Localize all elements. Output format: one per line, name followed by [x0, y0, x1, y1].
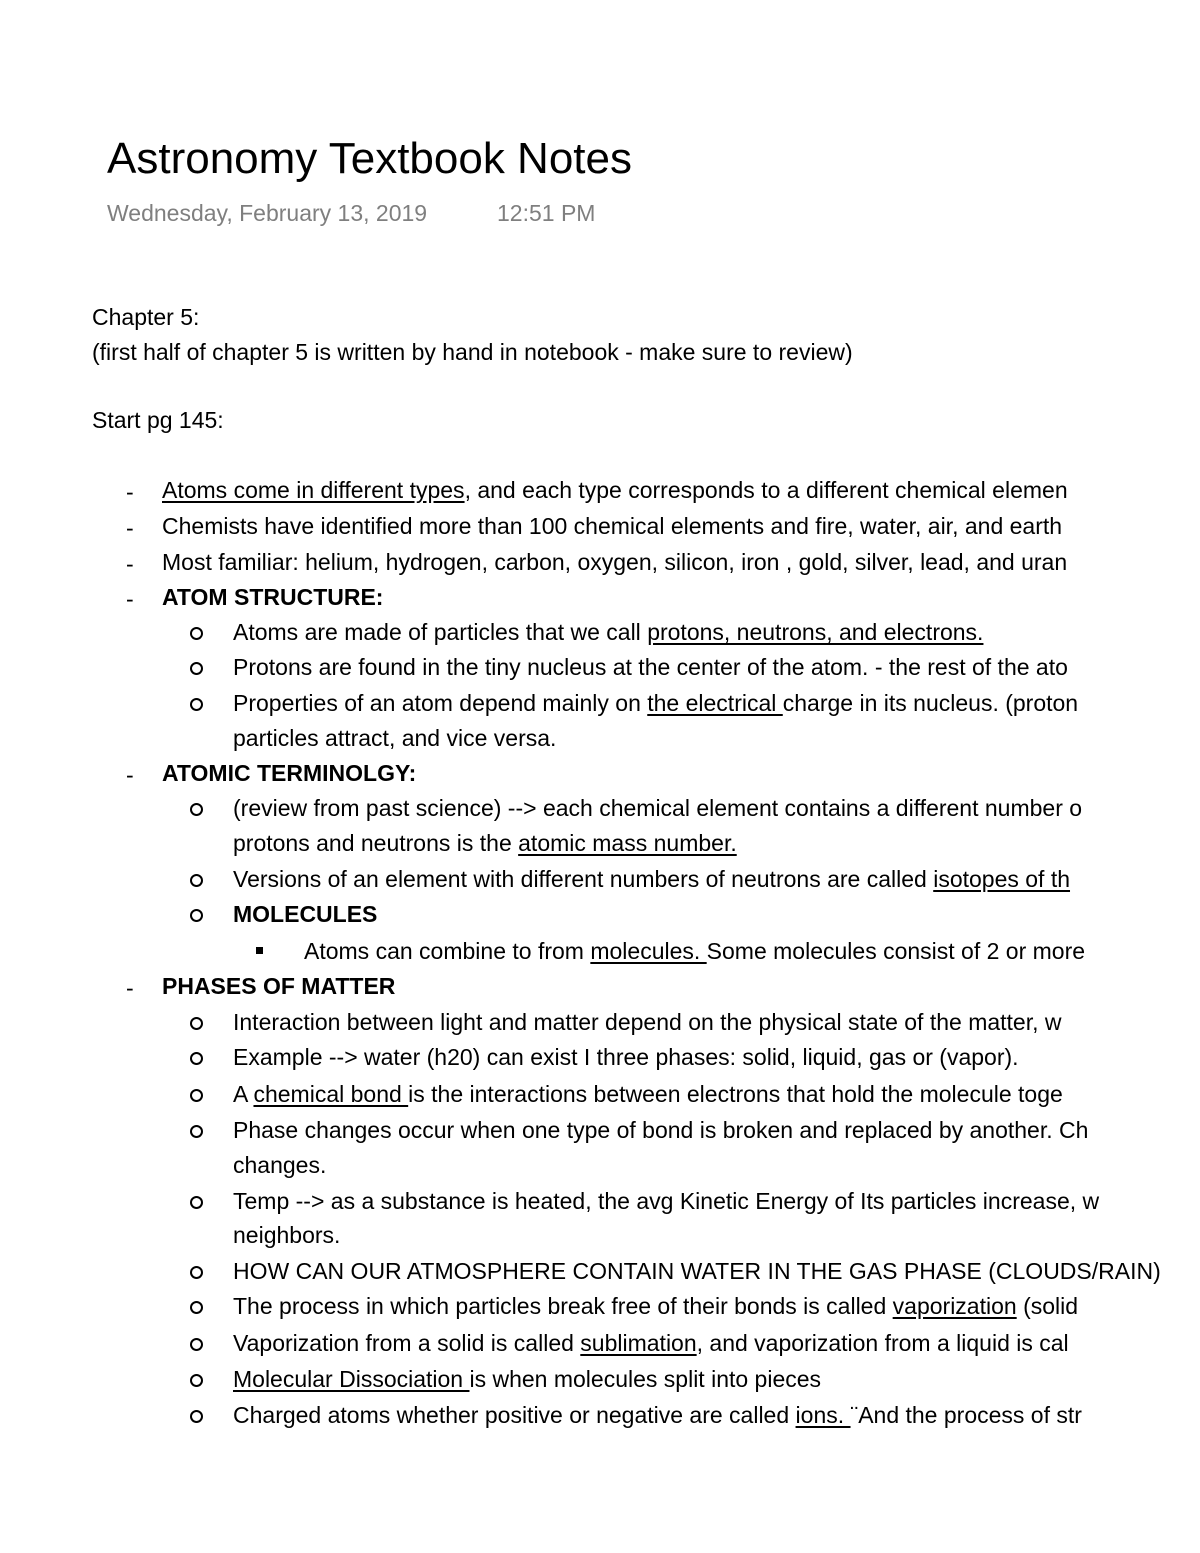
section-heading: ATOM STRUCTURE:: [162, 584, 384, 610]
note-line: Example --> water (h20) can exist I three phases: solid, liquid, gas or (vapor).: [233, 1044, 1019, 1070]
page-time: 12:51 PM: [497, 200, 596, 226]
underlined-text: isotopes of th: [933, 866, 1071, 892]
text: charge in its nucleus. (proton: [782, 690, 1079, 716]
circle-bullet: [190, 1125, 203, 1138]
circle-bullet: [190, 1196, 203, 1209]
chapter-heading: Chapter 5:: [92, 304, 200, 330]
underlined-text: sublimation: [580, 1330, 697, 1356]
note-line: [233, 1291, 1078, 1321]
note-line: Chemists have identified more than 100 chemical elements and fire, water, air, and earth: [162, 513, 1063, 539]
note-line: [162, 475, 1068, 505]
circle-bullet: [190, 909, 203, 922]
note-line: [233, 864, 1070, 894]
note-line: Temp --> as a substance is heated, the avg Kinetic Energy of Its particles increase, w: [233, 1188, 1100, 1214]
text: , and each type corresponds to a different chemical elemen: [464, 477, 1068, 503]
note-line: Protons are found in the tiny nucleus at the center of the atom. - the rest of the ato: [233, 654, 1068, 680]
circle-bullet: [190, 874, 203, 887]
note-line: HOW CAN OUR ATMOSPHERE CONTAIN WATER IN THE GAS PHASE (CLOUDS/RAIN): [233, 1258, 1161, 1284]
circle-bullet: [190, 1301, 203, 1314]
note-line: Interaction between light and matter depend on the physical state of the matter, w: [233, 1009, 1062, 1035]
circle-bullet: [190, 1052, 203, 1065]
dash-bullet: -: [126, 975, 134, 1001]
text: Properties of an atom depend mainly on: [233, 690, 648, 716]
dash-bullet: -: [126, 586, 134, 612]
underlined-text: the electrical: [647, 690, 783, 716]
underlined-text: ions.: [795, 1402, 851, 1428]
page-title: Astronomy Textbook Notes: [107, 134, 632, 183]
circle-bullet: [190, 1374, 203, 1387]
note-line: [233, 1079, 1063, 1109]
underlined-text: protons, neutrons, and electrons.: [647, 619, 984, 645]
circle-bullet: [190, 627, 203, 640]
note-line: neighbors.: [233, 1222, 341, 1248]
text: The process in which particles break free of their bonds is called: [233, 1293, 893, 1319]
underlined-text: molecules.: [590, 938, 707, 964]
dash-bullet: -: [126, 762, 134, 788]
note-line: [233, 1364, 821, 1394]
circle-bullet: [190, 803, 203, 816]
note-line: [233, 617, 983, 647]
circle-bullet: [190, 698, 203, 711]
note-line: Most familiar: helium, hydrogen, carbon, oxygen, silicon, iron , gold, silver, lead, and uran: [162, 549, 1068, 575]
text: Atoms are made of particles that we call: [233, 619, 648, 645]
note-line: [304, 936, 1085, 966]
text: A: [233, 1081, 254, 1107]
note-line: [233, 688, 1078, 718]
text: Some molecules consist of 2 or more: [706, 938, 1086, 964]
note-line: particles attract, and vice versa.: [233, 725, 557, 751]
text: ¨And the process of str: [850, 1402, 1082, 1428]
text: , and vaporization from a liquid is cal: [696, 1330, 1069, 1356]
underlined-text: atomic mass number.: [518, 830, 737, 856]
note-line: [233, 828, 737, 858]
section-heading: PHASES OF MATTER: [162, 973, 396, 999]
chapter-note: (first half of chapter 5 is written by hand in notebook - make sure to review): [92, 339, 853, 365]
circle-bullet: [190, 1266, 203, 1279]
note-line: [233, 1328, 1069, 1358]
text: is the interactions between electrons that hold the molecule toge: [408, 1081, 1063, 1107]
note-line: changes.: [233, 1152, 327, 1178]
text: Atoms can combine to from: [304, 938, 591, 964]
dash-bullet: -: [126, 515, 134, 541]
circle-bullet: [190, 1089, 203, 1102]
square-bullet: [256, 947, 263, 954]
circle-bullet: [190, 1338, 203, 1351]
circle-bullet: [190, 1410, 203, 1423]
underlined-text: chemical bond: [253, 1081, 409, 1107]
text: protons and neutrons is the: [233, 830, 519, 856]
dash-bullet: -: [126, 551, 134, 577]
note-line: Phase changes occur when one type of bond is broken and replaced by another. Ch: [233, 1117, 1089, 1143]
underlined-text: vaporization: [892, 1293, 1017, 1319]
start-page: Start pg 145:: [92, 407, 224, 433]
text: Versions of an element with different numbers of neutrons are called: [233, 866, 934, 892]
text: Charged atoms whether positive or negative are called: [233, 1402, 796, 1428]
page-date: Wednesday, February 13, 2019: [107, 200, 428, 226]
section-heading: ATOMIC TERMINOLGY:: [162, 760, 417, 786]
circle-bullet: [190, 1017, 203, 1030]
circle-bullet: [190, 662, 203, 675]
text: Vaporization from a solid is called: [233, 1330, 581, 1356]
note-line: [233, 1400, 1082, 1430]
dash-bullet: -: [126, 479, 134, 505]
text: is when molecules split into pieces: [469, 1366, 822, 1392]
subsection-heading: MOLECULES: [233, 901, 378, 927]
underlined-text: Molecular Dissociation: [233, 1366, 470, 1392]
underlined-text: Atoms come in different types: [162, 477, 465, 503]
text: (solid: [1016, 1293, 1079, 1319]
note-line: (review from past science) --> each chemical element contains a different number o: [233, 795, 1083, 821]
